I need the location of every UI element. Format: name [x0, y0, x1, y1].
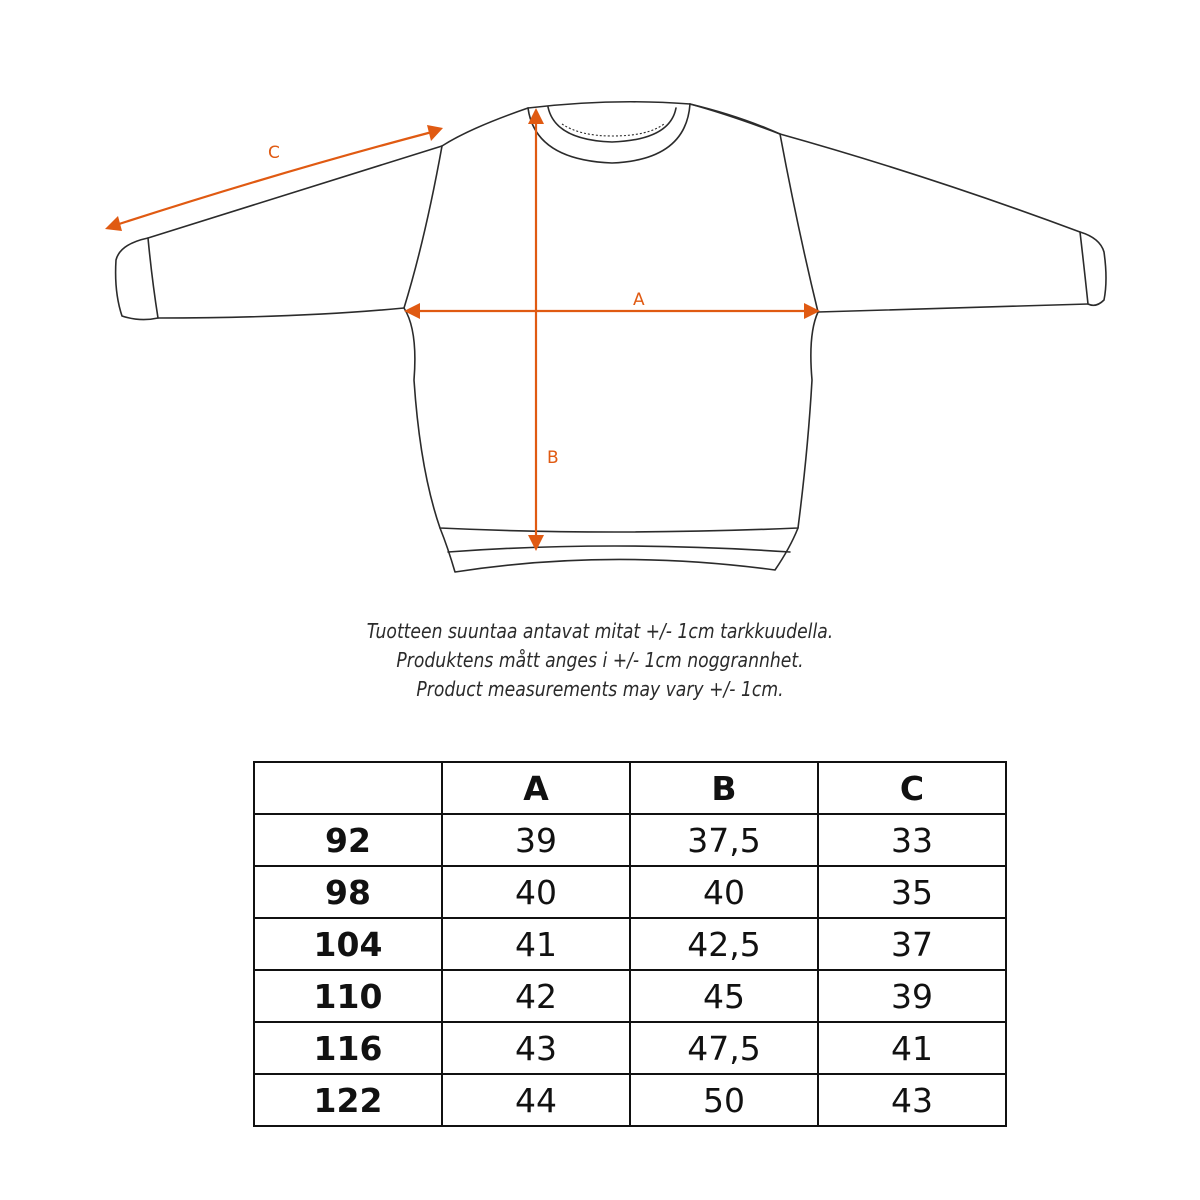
hem-seam — [448, 546, 790, 552]
c-cell: 39 — [818, 970, 1006, 1022]
left-sleeve — [116, 146, 442, 320]
measure-a-label: A — [633, 290, 645, 310]
left-sleeve-bottom — [158, 308, 404, 318]
size-cell: 116 — [254, 1022, 442, 1074]
sweatshirt-body — [404, 102, 818, 572]
measure-b-arrow-top — [528, 108, 544, 124]
table-row — [254, 918, 1006, 970]
a-cell: 43 — [442, 1022, 630, 1074]
table-row — [254, 970, 1006, 1022]
measure-c — [105, 125, 443, 231]
a-cell: 39 — [442, 814, 630, 866]
c-cell: 41 — [818, 1022, 1006, 1074]
size-cell: 110 — [254, 970, 442, 1022]
table-row — [254, 866, 1006, 918]
b-cell: 42,5 — [630, 918, 818, 970]
measure-b-label: B — [547, 448, 559, 468]
header-c: C — [818, 762, 1006, 814]
b-cell: 45 — [630, 970, 818, 1022]
a-cell: 44 — [442, 1074, 630, 1126]
measurement-note — [84, 617, 1116, 704]
size-cell: 92 — [254, 814, 442, 866]
size-cell: 98 — [254, 866, 442, 918]
size-cell: 122 — [254, 1074, 442, 1126]
measure-c-arrow-left — [105, 216, 122, 231]
left-cuff — [116, 238, 158, 320]
measure-a-arrow-right — [804, 303, 820, 319]
table-row — [254, 1074, 1006, 1126]
measure-b — [528, 108, 559, 551]
b-cell: 40 — [630, 866, 818, 918]
table-row — [254, 814, 1006, 866]
size-table — [253, 761, 1007, 1127]
right-sleeve-top — [780, 134, 1080, 232]
table-header-row — [254, 762, 1006, 814]
neckline-outer — [528, 104, 690, 163]
b-cell: 47,5 — [630, 1022, 818, 1074]
table-row — [254, 1022, 1006, 1074]
c-cell: 33 — [818, 814, 1006, 866]
neck-top — [528, 102, 690, 108]
measure-c-label: C — [268, 143, 280, 163]
c-cell: 37 — [818, 918, 1006, 970]
a-cell: 42 — [442, 970, 630, 1022]
neckline-rib — [548, 107, 676, 142]
left-sleeve-top — [148, 146, 442, 238]
header-a: A — [442, 762, 630, 814]
c-cell: 43 — [818, 1074, 1006, 1126]
note-finnish: Tuotteen suuntaa antavat mitat +/- 1cm tarkkuudella. — [366, 619, 834, 643]
a-cell: 41 — [442, 918, 630, 970]
note-english: Product measurements may vary +/- 1cm. — [416, 677, 784, 701]
measure-a-arrow-left — [404, 303, 420, 319]
size-cell: 104 — [254, 918, 442, 970]
right-sleeve — [690, 104, 1106, 312]
header-b: B — [630, 762, 818, 814]
b-cell: 37,5 — [630, 814, 818, 866]
a-cell: 40 — [442, 866, 630, 918]
neckline-seam — [562, 124, 664, 136]
raglan-left — [442, 108, 528, 146]
measure-c-arrow-right — [427, 125, 443, 141]
header-size — [254, 762, 442, 814]
b-cell: 50 — [630, 1074, 818, 1126]
c-cell: 35 — [818, 866, 1006, 918]
right-cuff — [1080, 232, 1106, 305]
measure-a — [404, 290, 820, 319]
body-outline — [404, 104, 818, 532]
right-sleeve-bottom — [818, 304, 1088, 312]
note-swedish: Produktens mått anges i +/- 1cm noggrannhet. — [396, 648, 804, 672]
measure-b-arrow-bottom — [528, 535, 544, 551]
